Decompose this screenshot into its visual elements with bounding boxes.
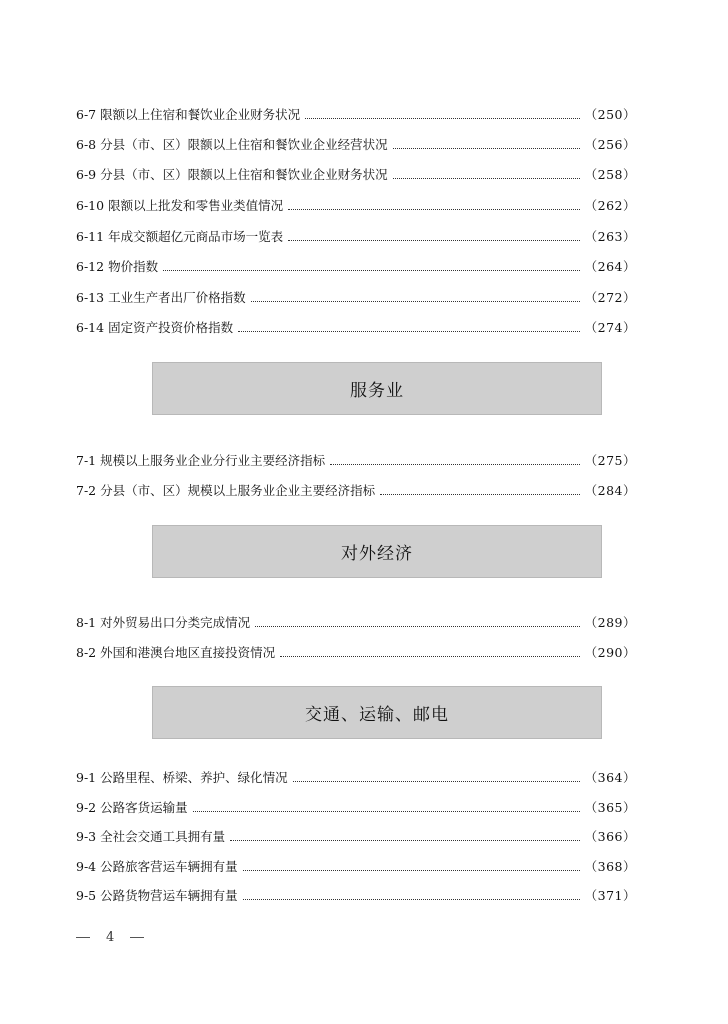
entry-page: （364） xyxy=(584,770,636,785)
toc-entry[interactable] xyxy=(76,643,636,663)
entry-number: 6-9 xyxy=(76,167,97,182)
dot-leader xyxy=(193,810,580,812)
entry-page: （263） xyxy=(584,229,636,244)
entry-number: 6-11 xyxy=(76,229,105,244)
entry-page: （262） xyxy=(584,198,636,213)
entry-title: 分县（市、区）限额以上住宿和餐饮业企业财务状况 xyxy=(100,167,388,182)
entry-number: 6-7 xyxy=(76,107,97,122)
dot-leader xyxy=(288,239,580,241)
toc-entry[interactable] xyxy=(76,318,636,338)
entry-page: （290） xyxy=(584,645,636,660)
entry-title: 固定资产投资价格指数 xyxy=(108,320,234,335)
dot-leader xyxy=(243,898,580,900)
entry-number: 6-12 xyxy=(76,259,105,274)
entry-title: 限额以上批发和零售业类值情况 xyxy=(108,198,284,213)
entry-page: （272） xyxy=(584,290,636,305)
entry-page: （274） xyxy=(584,320,636,335)
dot-leader xyxy=(330,463,579,465)
toc-entry[interactable] xyxy=(76,227,636,247)
toc-entry[interactable] xyxy=(76,288,636,308)
dot-leader xyxy=(380,493,579,495)
page-footer xyxy=(76,927,144,947)
entry-title: 公路客货运输量 xyxy=(100,800,188,815)
entry-page: （289） xyxy=(584,615,636,630)
toc-entry[interactable] xyxy=(76,798,636,818)
entry-title: 公路货物营运车辆拥有量 xyxy=(100,888,238,903)
entry-page: （366） xyxy=(584,829,636,844)
entry-number: 8-1 xyxy=(76,615,97,630)
entry-page: （368） xyxy=(584,859,636,874)
toc-entry[interactable] xyxy=(76,257,636,277)
toc-entry[interactable] xyxy=(76,135,636,155)
entry-number: 6-10 xyxy=(76,198,105,213)
entry-title: 分县（市、区）规模以上服务业企业主要经济指标 xyxy=(100,483,376,498)
entry-page: （264） xyxy=(584,259,636,274)
entry-title: 对外贸易出口分类完成情况 xyxy=(100,615,251,630)
dot-leader xyxy=(255,625,579,627)
entry-title: 外国和港澳台地区直接投资情况 xyxy=(100,645,276,660)
dot-leader xyxy=(393,147,580,149)
entry-number: 9-5 xyxy=(76,888,97,903)
entry-number: 8-2 xyxy=(76,645,97,660)
section-heading: 对外经济 xyxy=(152,525,602,578)
dot-leader xyxy=(288,208,580,210)
dot-leader xyxy=(251,300,580,302)
entry-page: （284） xyxy=(584,483,636,498)
entry-page: （275） xyxy=(584,453,636,468)
entry-title: 全社会交通工具拥有量 xyxy=(100,829,226,844)
toc-entry[interactable] xyxy=(76,196,636,216)
toc-entry[interactable] xyxy=(76,165,636,185)
entry-number: 6-14 xyxy=(76,320,105,335)
dot-leader xyxy=(293,780,580,782)
entry-page: （256） xyxy=(584,137,636,152)
toc-entry[interactable] xyxy=(76,613,636,633)
entry-number: 7-2 xyxy=(76,483,97,498)
toc-entry[interactable] xyxy=(76,451,636,471)
dot-leader xyxy=(238,330,580,332)
entry-page: （250） xyxy=(584,107,636,122)
entry-number: 9-4 xyxy=(76,859,97,874)
dot-leader xyxy=(305,117,579,119)
entry-title: 工业生产者出厂价格指数 xyxy=(108,290,246,305)
entry-title: 限额以上住宿和餐饮业企业财务状况 xyxy=(100,107,301,122)
toc-entry[interactable] xyxy=(76,857,636,877)
footer-dash-right xyxy=(130,937,144,938)
toc-entry[interactable] xyxy=(76,827,636,847)
entry-page: （365） xyxy=(584,800,636,815)
entry-page: （371） xyxy=(584,888,636,903)
entry-title: 物价指数 xyxy=(108,259,159,274)
entry-number: 6-8 xyxy=(76,137,97,152)
footer-dash-left xyxy=(76,937,90,938)
toc-entry[interactable] xyxy=(76,768,636,788)
entry-number: 6-13 xyxy=(76,290,105,305)
entry-title: 规模以上服务业企业分行业主要经济指标 xyxy=(100,453,326,468)
section-heading: 交通、运输、邮电 xyxy=(152,686,602,739)
dot-leader xyxy=(243,869,580,871)
toc-entry[interactable] xyxy=(76,105,636,125)
entry-number: 9-1 xyxy=(76,770,97,785)
toc-entry[interactable] xyxy=(76,481,636,501)
entry-number: 7-1 xyxy=(76,453,97,468)
entry-page: （258） xyxy=(584,167,636,182)
dot-leader xyxy=(230,839,579,841)
page-number: 4 xyxy=(106,929,115,945)
entry-number: 9-2 xyxy=(76,800,97,815)
entry-title: 年成交额超亿元商品市场一览表 xyxy=(108,229,284,244)
dot-leader xyxy=(393,177,580,179)
dot-leader xyxy=(280,655,579,657)
entry-number: 9-3 xyxy=(76,829,97,844)
entry-title: 分县（市、区）限额以上住宿和餐饮业企业经营状况 xyxy=(100,137,388,152)
section-heading: 服务业 xyxy=(152,362,602,415)
dot-leader xyxy=(163,269,580,271)
toc-entry[interactable] xyxy=(76,886,636,906)
entry-title: 公路里程、桥梁、养护、绿化情况 xyxy=(100,770,288,785)
entry-title: 公路旅客营运车辆拥有量 xyxy=(100,859,238,874)
